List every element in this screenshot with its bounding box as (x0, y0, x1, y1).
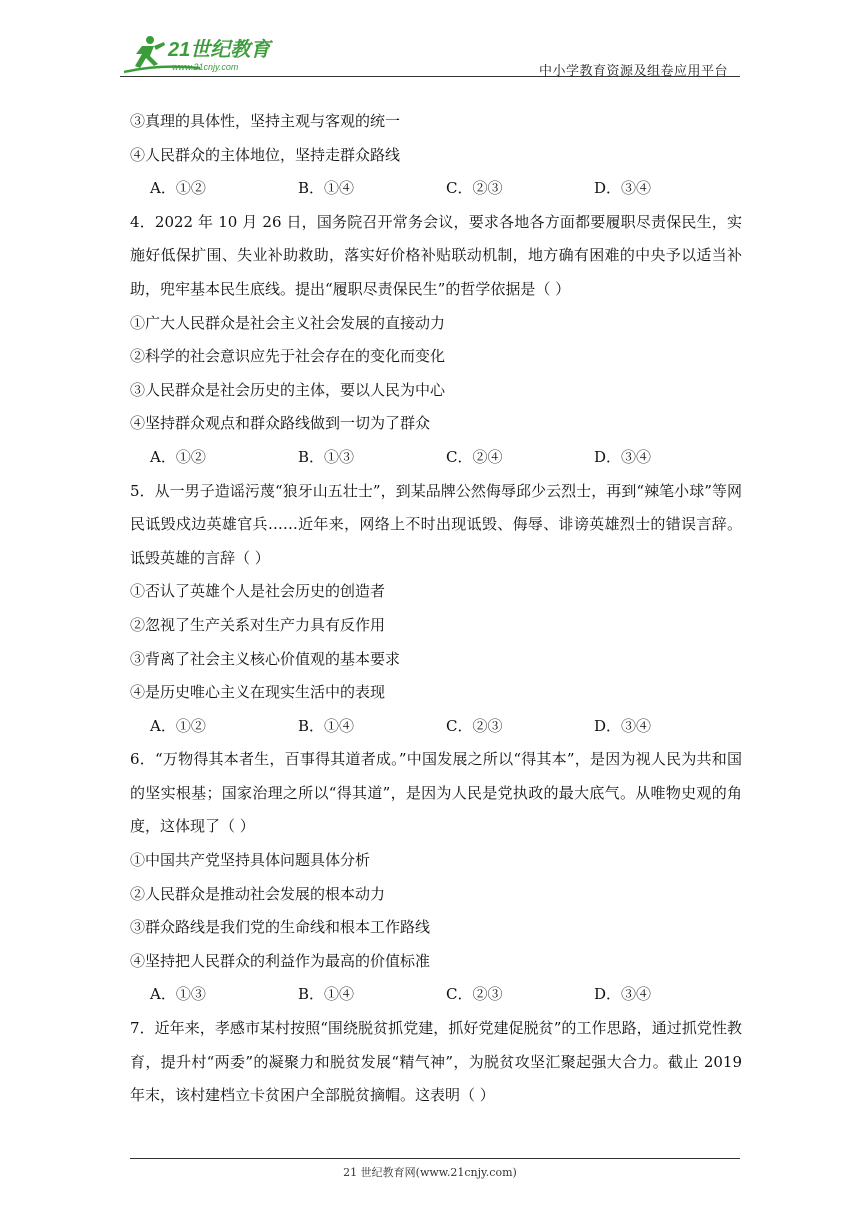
q5-option-a[interactable]: A．①② (150, 716, 206, 735)
q4-option-b[interactable]: B．①③ (298, 447, 355, 466)
q5-item-3: ③背离了社会主义核心价值观的基本要求 (130, 649, 401, 668)
q4-item-2: ②科学的社会意识应先于社会存在的变化而变化 (130, 347, 446, 366)
q4-option-d[interactable]: D．③④ (594, 447, 652, 466)
q3-options (130, 172, 742, 206)
q5-item-1: ①否认了英雄个人是社会历史的创造者 (130, 582, 386, 601)
footer-divider (130, 1158, 740, 1159)
q4-options (130, 441, 742, 475)
page-header (120, 30, 740, 78)
q6-option-d[interactable]: D．③④ (594, 985, 652, 1004)
q4-item-3: ③人民群众是社会历史的主体，要以人民为中心 (130, 380, 446, 399)
q3-item-4: ④人民群众的主体地位，坚持走群众路线 (130, 145, 401, 164)
q5-option-c[interactable]: C．②③ (446, 716, 503, 735)
q7-stem: 7．近年来，孝感市某村按照“围绕脱贫抓党建，抓好党建促脱贫”的工作思路，通过抓党性教育，提升村“两委”的凝聚力和脱贫发展“精气神”，为脱贫攻坚汇聚起强大合力。截止 2019 年末，该村建档立卡贫困户全部脱贫摘帽。这表明（ ） (130, 1019, 742, 1105)
question-content (130, 105, 742, 1113)
q5-item-2: ②忽视了生产关系对生产力具有反作用 (130, 615, 386, 634)
page-footer: 21 世纪教育网(www.21cnjy.com) (343, 1166, 517, 1179)
q6-options (130, 978, 742, 1012)
header-divider (120, 76, 740, 77)
svg-text:www.21cnjy.com: www.21cnjy.com (172, 62, 239, 72)
q6-option-c[interactable]: C．②③ (446, 985, 503, 1004)
q4-option-c[interactable]: C．②④ (446, 447, 503, 466)
q4-stem: 4．2022 年 10 月 26 日，国务院召开常务会议，要求各地各方面都要履职尽责保民生，实施好低保扩围、失业补助救助，落实好价格补贴联动机制，地方确有困难的中央予以适当补助，兜牢基本民生底线。提出“履职尽责保民生”的哲学依据是（ ） (130, 212, 742, 298)
q6-item-3: ③群众路线是我们党的生命线和根本工作路线 (130, 918, 431, 937)
q3-option-b[interactable]: B．①④ (298, 179, 355, 198)
q3-option-c[interactable]: C．②③ (446, 179, 503, 198)
q6-option-b[interactable]: B．①④ (298, 985, 355, 1004)
q4-option-a[interactable]: A．①② (150, 447, 206, 466)
platform-name: 中小学教育资源及组卷应用平台 (538, 64, 728, 79)
q5-stem: 5．从一男子造谣污蔑“狼牙山五壮士”，到某品牌公然侮辱邱少云烈士，再到“辣笔小球”等网民诋毁戍边英雄官兵……近年来，网络上不时出现诋毁、侮辱、诽谤英雄烈士的错误言辞。诋毁英雄的言辞（ ） (130, 481, 742, 567)
q4-item-4: ④坚持群众观点和群众路线做到一切为了群众 (130, 414, 431, 433)
q3-item-3: ③真理的具体性，坚持主观与客观的统一 (130, 112, 401, 130)
q5-option-b[interactable]: B．①④ (298, 716, 355, 735)
svg-text:21世纪教育: 21世纪教育 (168, 39, 271, 61)
q5-options (130, 710, 742, 744)
q6-item-1: ①中国共产党坚持具体问题具体分析 (130, 851, 371, 870)
q3-option-a[interactable]: A．①② (150, 179, 206, 198)
q6-stem: 6．“万物得其本者生，百事得其道者成。”中国发展之所以“得其本”，是因为视人民为共和国的坚实根基；国家治理之所以“得其道”，是因为人民是党执政的最大底气。从唯物史观的角度，这体现了（ ） (130, 750, 742, 836)
q4-item-1: ①广大人民群众是社会主义社会发展的直接动力 (130, 313, 446, 332)
q3-option-d[interactable]: D．③④ (594, 179, 652, 198)
q5-item-4: ④是历史唯心主义在现实生活中的表现 (130, 683, 386, 702)
logo-21cnjy (120, 34, 290, 76)
q6-item-4: ④坚持把人民群众的利益作为最高的价值标准 (130, 951, 431, 970)
q6-item-2: ②人民群众是推动社会发展的根本动力 (130, 884, 386, 903)
q6-option-a[interactable]: A．①③ (150, 985, 206, 1004)
q5-option-d[interactable]: D．③④ (594, 716, 652, 735)
